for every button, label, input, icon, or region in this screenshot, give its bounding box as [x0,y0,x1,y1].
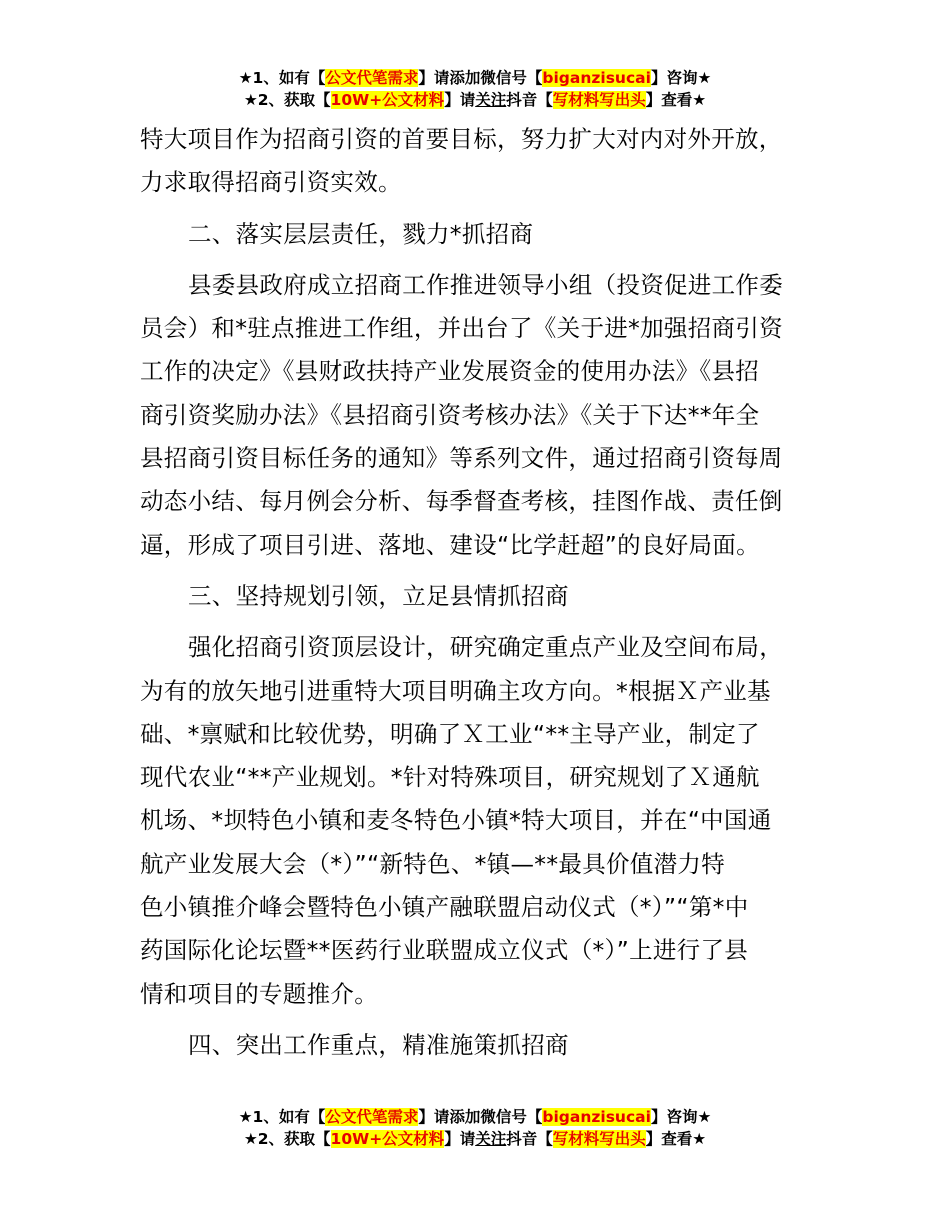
text-line: 工作的决定》《县财政扶持产业发展资金的使用办法》《县招 [140,357,760,386]
banner-line-1: ★1、如有【公文代笔需求】请添加微信号【biganzisucai】咨询★ [238,1108,712,1126]
text-line: 础、*禀赋和比较优势，明确了Ｘ工业“**主导产业，制定了 [140,719,760,748]
underline-follow: 关注 [475,91,507,109]
highlight-account: 写材料写出头 [552,1130,646,1148]
paragraph-1 [140,118,812,205]
text-line: 特大项目作为招商引资的首要目标，努力扩大对内对外开放， [140,125,783,153]
section-heading-3: 三、坚持规划引领，立足县情抓招商 [188,581,569,610]
section-heading-2: 二、落实层层责任，戮力*抓招商 [188,219,534,248]
footer-banner [0,1106,950,1150]
highlight-service: 公文代笔需求 [325,1108,419,1126]
text-line: 县委县政府成立招商工作推进领导小组（投资促进工作委 [188,270,783,299]
highlight-wechat-id: biganzisucai [542,69,651,87]
highlight-materials: 10W+公文材料 [330,91,445,109]
text-line: 动态小结、每月例会分析、每季督查考核，挂图作战、责任倒 [140,487,783,516]
text-line: 为有的放矢地引进重特大项目明确主攻方向。*根据Ｘ产业基 [140,676,771,705]
section-heading-4: 四、突出工作重点，精准施策抓招商 [188,1030,569,1059]
banner-line-1: ★1、如有【公文代笔需求】请添加微信号【biganzisucai】咨询★ [238,69,712,87]
text-line: 航产业发展大会（*）”“新特色、*镇—**最具价值潜力特 [140,849,725,878]
underline-follow: 关注 [475,1130,507,1148]
text-line: 机场、*坝特色小镇和麦冬特色小镇*特大项目，并在“中国通 [140,806,772,835]
text-line: 商引资奖励办法》《县招商引资考核办法》《关于下达**年全 [140,400,760,429]
text-line: 员会）和*驻点推进工作组，并出台了《关于进*加强招商引资 [140,314,783,343]
highlight-wechat-id: biganzisucai [542,1108,651,1126]
text-line: 逼，形成了项目引进、落地、建设“比学赶超”的良好局面。 [140,530,760,559]
text-line: 现代农业“**产业规划。*针对特殊项目，研究规划了Ｘ通航 [140,763,760,792]
text-line: 县招商引资目标任务的通知》等系列文件，通过招商引资每周 [140,444,783,473]
text-line: 力求取得招商引资实效。 [140,168,402,197]
highlight-materials: 10W+公文材料 [330,1130,445,1148]
header-banner [0,67,950,111]
banner-line-2: ★2、获取【10W+公文材料】请关注抖音【写材料写出头】查看★ [243,1130,707,1148]
text-line: 强化招商引资顶层设计，研究确定重点产业及空间布局， [188,633,783,662]
highlight-account: 写材料写出头 [552,91,646,109]
text-line: 药国际化论坛暨**医药行业联盟成立仪式（*）”上进行了县 [140,936,749,965]
paragraph-2 [140,264,812,567]
document-body [140,118,812,1075]
paragraph-3 [140,626,812,1016]
highlight-service: 公文代笔需求 [325,69,419,87]
text-line: 色小镇推介峰会暨特色小镇产融联盟启动仪式（*）”“第*中 [140,893,749,922]
banner-line-2: ★2、获取【10W+公文材料】请关注抖音【写材料写出头】查看★ [243,91,707,109]
text-line: 情和项目的专题推介。 [140,979,378,1008]
